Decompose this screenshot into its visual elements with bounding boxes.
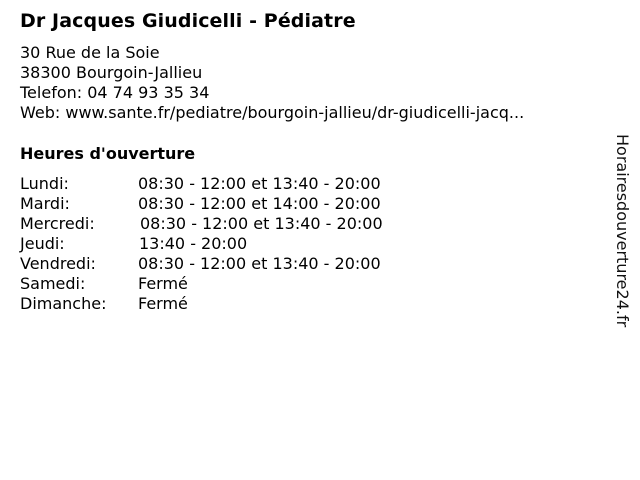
phone-number: Telefon: 04 74 93 35 34 [20,83,210,102]
business-name: Dr Jacques Giudicelli - Pédiatre [20,10,356,32]
business-contact [20,43,524,123]
day-hours: 08:30 - 12:00 et 13:40 - 20:00 [138,174,381,193]
day-hours: 08:30 - 12:00 et 13:40 - 20:00 [140,214,383,233]
day-label: Dimanche: [20,294,107,313]
site-watermark: Horairesdouverture24.fr [613,134,632,328]
city-address: 38300 Bourgoin-Jallieu [20,63,203,82]
day-label: Jeudi: [20,234,65,253]
day-label: Samedi: [20,274,86,293]
day-label: Mercredi: [20,214,95,233]
day-label: Vendredi: [20,254,96,273]
day-hours: 08:30 - 12:00 et 14:00 - 20:00 [138,194,381,213]
day-hours: Fermé [138,274,188,293]
website-link: Web: www.sante.fr/pediatre/bourgoin-jallieu/dr-giudicelli-jacq... [20,103,525,122]
day-label: Lundi: [20,174,69,193]
day-label: Mardi: [20,194,70,213]
day-hours: 13:40 - 20:00 [139,234,248,253]
day-hours: 08:30 - 12:00 et 13:40 - 20:00 [138,254,381,273]
day-hours: Fermé [138,294,188,313]
hours-heading: Heures d'ouverture [20,144,196,163]
street-address: 30 Rue de la Soie [20,43,160,62]
